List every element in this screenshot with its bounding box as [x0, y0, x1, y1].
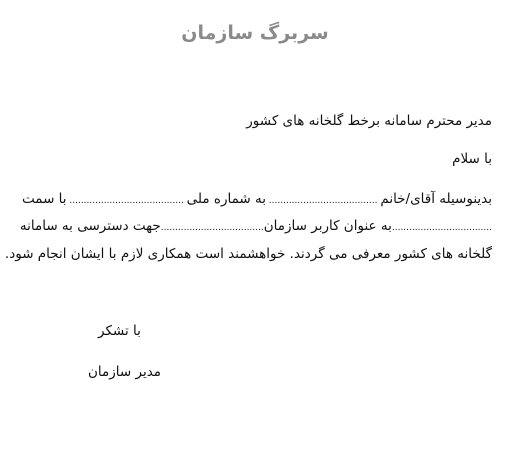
position-blank: ...................................: [391, 223, 492, 233]
salutation: با سلام: [452, 151, 492, 167]
position-label: با سمت: [22, 191, 67, 207]
body-line-3: گلخانه های کشور معرفی می گردند. خواهشمند است همکاری لازم با ایشان انجام شود.: [4, 246, 492, 262]
closing-thanks: با تشکر: [98, 323, 141, 339]
access-text: جهت دسترسی به سامانه: [19, 218, 161, 234]
name-blank: ......................................: [268, 196, 378, 206]
national-id-blank: ........................................: [69, 196, 184, 206]
intro-text: بدینوسیله آقای/خانم: [380, 191, 492, 207]
signer-title: مدیر سازمان: [88, 364, 162, 380]
org-user-label: به عنوان کاربر سازمان: [263, 218, 392, 234]
org-blank: ....................................: [160, 223, 264, 233]
body-line-1: [22, 190, 492, 210]
body-line-2: [19, 217, 492, 237]
national-id-label: به شماره ملی: [186, 191, 266, 207]
recipient-line: مدیر محترم سامانه برخط گلخانه های کشور: [246, 113, 492, 129]
letterhead-title: سربرگ سازمان: [181, 22, 329, 44]
